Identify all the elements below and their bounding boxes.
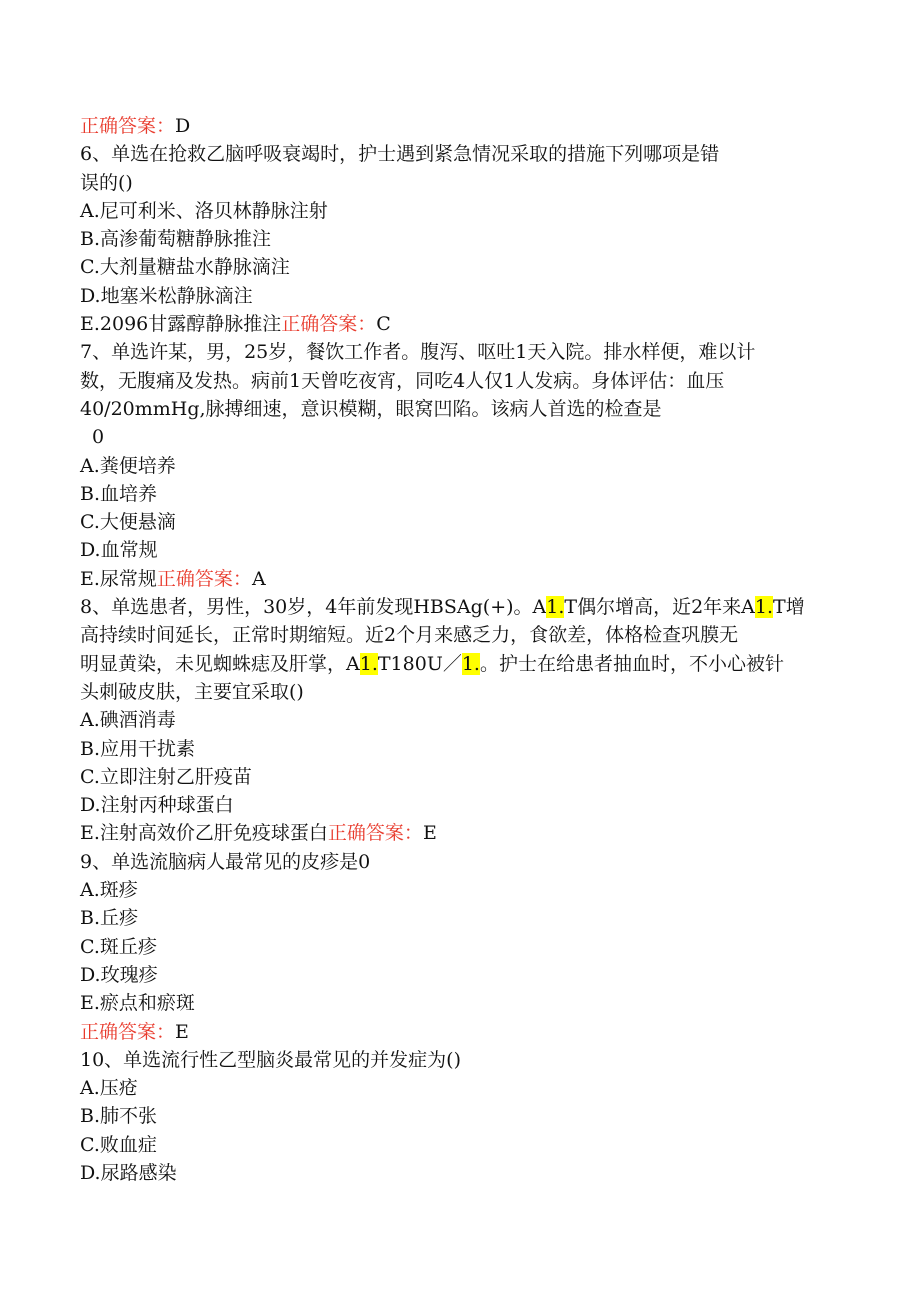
answer-label: 正确答案： xyxy=(281,313,377,336)
answer-label: 正确答案： xyxy=(80,1020,176,1043)
option-a: A.压疮 xyxy=(80,1077,138,1100)
answer-value: C xyxy=(376,313,391,336)
text-run: T增 xyxy=(773,596,805,619)
question-8-text-cont: 高持续时间延长，正常时期缩短。近2个月来感乏力，食欲差，体格检查巩膜无 xyxy=(80,624,739,647)
option-e: E.注射高效价乙肝免疫球蛋白 xyxy=(80,822,328,845)
question-7-text: 7、单选许某，男，25岁，餐饮工作者。腹泻、呕吐1天入院。排水样便，难以计 xyxy=(80,341,756,364)
option-e: E.尿常规 xyxy=(80,567,157,590)
text-run: 明显黄染，未见蜘蛛痣及肝掌，A xyxy=(80,652,360,675)
option-b: B.肺不张 xyxy=(80,1105,158,1128)
highlighted-text: 1. xyxy=(461,652,480,675)
option-c: C.斑丘疹 xyxy=(80,935,157,958)
option-d: D.地塞米松静脉滴注 xyxy=(80,284,253,307)
answer-value: E xyxy=(175,1020,189,1043)
option-a: A.粪便培养 xyxy=(80,454,176,477)
question-6-text-cont: 误的() xyxy=(80,171,133,194)
highlighted-text: 1. xyxy=(359,652,378,675)
question-8-text-cont: 头刺破皮肤，主要宜采取() xyxy=(80,680,304,703)
answer-line-q5 xyxy=(80,112,840,140)
question-7-blank: 0 xyxy=(92,426,105,449)
option-c: C.大便悬滴 xyxy=(80,511,176,534)
option-c: C.立即注射乙肝疫苗 xyxy=(80,765,252,788)
text-run: T偶尔增高，近2年来A xyxy=(564,596,755,619)
option-c: C.败血症 xyxy=(80,1133,157,1156)
option-e-with-answer xyxy=(80,310,840,338)
option-d: D.玫瑰疹 xyxy=(80,963,158,986)
document-page xyxy=(80,112,840,1187)
highlighted-text: 1. xyxy=(546,596,565,619)
option-b: B.丘疹 xyxy=(80,907,139,930)
answer-value: A xyxy=(251,567,266,590)
text-run: 。护士在给患者抽血时，不小心被针 xyxy=(479,652,784,675)
text-run: 8、单选患者，男性，30岁，4年前发现HBSAg(+)。A xyxy=(80,596,547,619)
text-run: T180U／ xyxy=(377,652,462,675)
answer-label: 正确答案： xyxy=(80,115,176,137)
option-b: B.血培养 xyxy=(80,482,158,505)
question-9-text: 9、单选流脑病人最常见的皮疹是0 xyxy=(80,850,371,873)
option-c: C.大剂量糖盐水静脉滴注 xyxy=(80,256,290,279)
option-d: D.血常规 xyxy=(80,539,158,562)
answer-value: E xyxy=(422,822,437,845)
option-a: A.碘酒消毒 xyxy=(80,709,176,732)
option-d: D.注射丙种球蛋白 xyxy=(80,794,234,817)
highlighted-text: 1. xyxy=(754,596,774,619)
question-7-text-cont: 数，无腹痛及发热。病前1天曾吃夜宵，同吃4人仅1人发病。身体评估：血压 xyxy=(80,369,725,392)
answer-label: 正确答案： xyxy=(327,822,423,845)
option-a: A.尼可利米、洛贝林静脉注射 xyxy=(80,199,328,222)
answer-value: D xyxy=(175,115,191,137)
option-e: E.瘀点和瘀斑 xyxy=(80,992,195,1015)
option-d: D.尿路感染 xyxy=(80,1161,177,1184)
question-8-text-cont xyxy=(80,650,840,678)
question-6-text: 6、单选在抢救乙脑呼吸衰竭时，护士遇到紧急情况采取的措施下列哪项是错 xyxy=(80,143,720,166)
option-e-with-answer xyxy=(80,565,840,593)
option-e: E.2096甘露醇静脉推注 xyxy=(80,313,282,336)
option-b: B.高渗葡萄糖静脉推注 xyxy=(80,228,272,251)
question-8-text xyxy=(80,593,840,621)
option-a: A.斑疹 xyxy=(80,879,138,902)
option-e-with-answer xyxy=(80,819,840,847)
option-b: B.应用干扰素 xyxy=(80,737,196,760)
question-7-text-cont: 40/20mmHg,脉搏细速，意识模糊，眼窝凹陷。该病人首选的检查是 xyxy=(80,397,662,420)
answer-line-q9 xyxy=(80,1018,840,1046)
question-10-text: 10、单选流行性乙型脑炎最常见的并发症为() xyxy=(80,1048,462,1071)
answer-label: 正确答案： xyxy=(156,567,252,590)
